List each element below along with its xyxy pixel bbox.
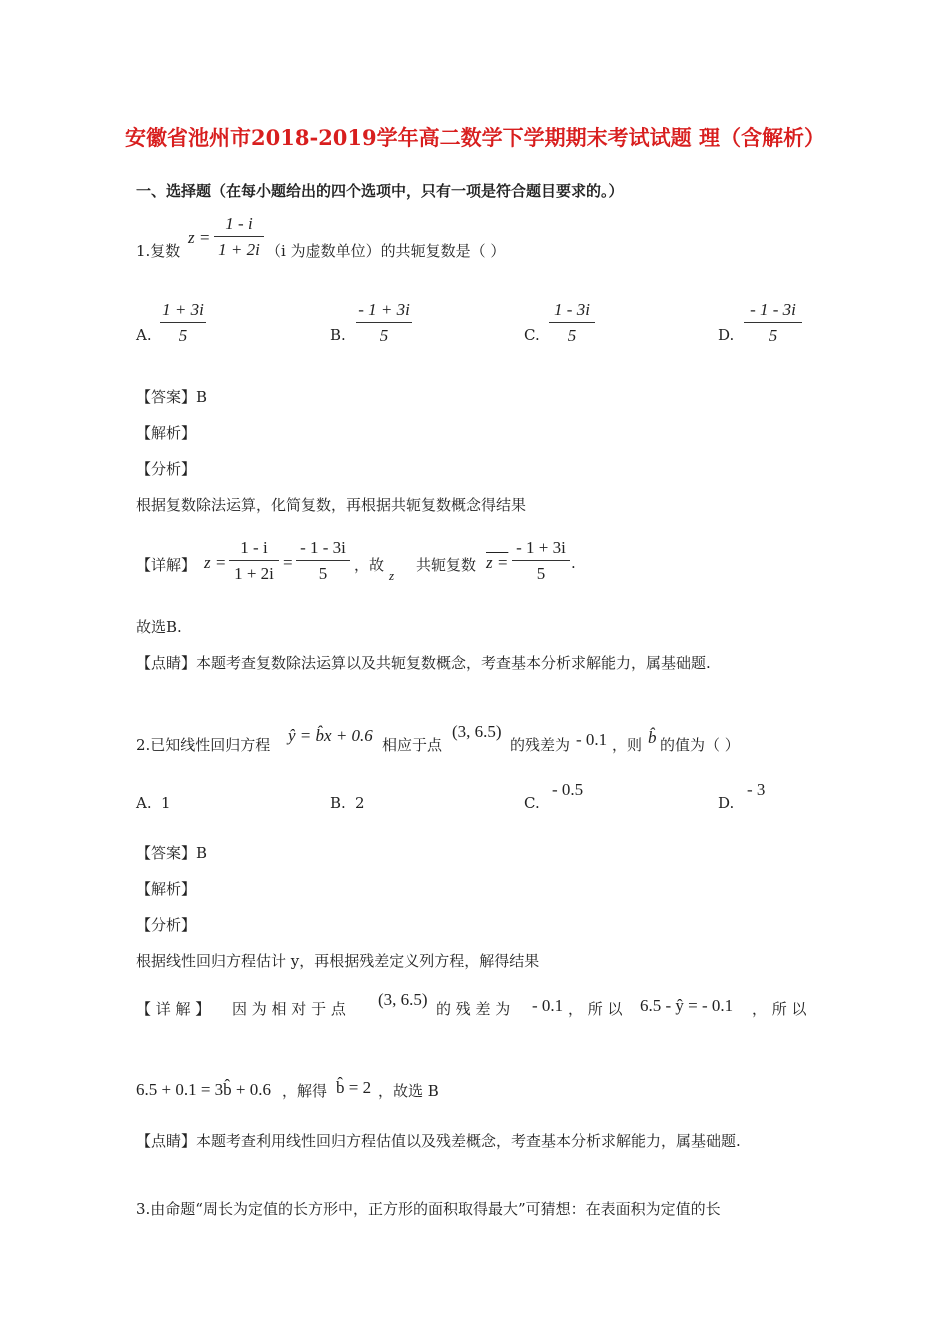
q2-comment: 【点睛】本题考查利用线性回归方程估值以及残差概念，考查基本分析求解能力，属基础题. <box>136 1132 741 1150</box>
q2-fenxi: 根据线性回归方程估计 y，再根据残差定义列方程，解得结果 <box>136 952 540 970</box>
q1-detail-head: 【详解】 <box>136 556 197 574</box>
q1-option-a <box>160 300 206 346</box>
q1-fenxi-head: 【分析】 <box>136 460 197 478</box>
q2-prefix: 2.已知线性回归方程 <box>136 736 271 754</box>
q2-option-d-label: D. <box>718 794 735 812</box>
q1-detail-fraction3-den: 5 <box>536 564 546 583</box>
section-heading-choice: 一、选择题（在每小题给出的四个选项中，只有一项是符合题目要求的。） <box>136 182 624 200</box>
q1-option-d-num: - 1 - 3i <box>744 300 802 323</box>
q2-answer: 【答案】B <box>136 844 208 862</box>
q1-detail-conj: 共轭复数 <box>416 556 477 574</box>
q1-option-a-label: A. <box>136 326 152 344</box>
q2-bhat: b̂ <box>648 728 657 747</box>
q2-suffix: 的值为（ ） <box>660 736 740 754</box>
q2-detail-residual: - 0.1 <box>532 996 564 1015</box>
q2-detail-text-c: ， 所 以 <box>568 1000 623 1018</box>
q1-option-d <box>744 300 802 346</box>
q2-option-a-label: A. <box>136 794 152 812</box>
q1-option-d-den: 5 <box>768 326 778 345</box>
q1-option-b-num: - 1 + 3i <box>356 300 412 323</box>
q1-option-c-den: 5 <box>567 326 577 345</box>
q1-detail-gu: ，故 <box>354 556 385 574</box>
q2-detail-text-b: 的 残 差 为 <box>436 1000 511 1018</box>
q1-option-c-num: 1 - 3i <box>549 300 595 323</box>
q1-detail-eq: = <box>283 553 293 572</box>
q2-detail-eq3: b̂ = 2 <box>336 1078 372 1097</box>
q2-detail-head: 【 详 解 】 <box>136 1000 211 1018</box>
q1-detail-fraction2 <box>296 538 350 584</box>
q2-option-b: 2 <box>355 794 365 812</box>
q2-detail-text-f: ，故选 B <box>378 1082 439 1100</box>
q2-option-b-label: B. <box>330 794 346 812</box>
q1-z-eq: z = <box>188 228 211 247</box>
q1-option-d-label: D. <box>718 326 735 344</box>
q2-mid: 相应于点 <box>382 736 443 754</box>
q1-fraction <box>214 214 264 260</box>
q1-choose: 故选B. <box>136 618 182 636</box>
document-title: 安徽省池州市2018-2019学年高二数学下学期期末考试试题 理（含解析） <box>125 125 825 150</box>
q2-analysis-head: 【解析】 <box>136 880 197 898</box>
q2-mid3: ，则 <box>612 736 643 754</box>
q2-fenxi-head: 【分析】 <box>136 916 197 934</box>
q2-detail-text-a: 因 为 相 对 于 点 <box>232 1000 346 1018</box>
q1-detail-fraction3-num: - 1 + 3i <box>512 538 570 561</box>
q1-fraction-num: 1 - i <box>214 214 264 237</box>
q1-detail-end: . <box>571 554 576 572</box>
q3-text: 3.由命题“周长为定值的长方形中，正方形的面积取得最大”可猜想：在表面积为定值的长 <box>136 1200 721 1218</box>
q2-point: (3, 6.5) <box>452 722 502 741</box>
q1-detail-z: z = <box>204 553 227 572</box>
q2-detail-text-e: ，解得 <box>282 1082 328 1100</box>
q1-option-a-num: 1 + 3i <box>160 300 206 323</box>
q1-option-b-den: 5 <box>379 326 389 345</box>
q2-detail-eq2: 6.5 + 0.1 = 3b̂ + 0.6 <box>136 1080 272 1099</box>
q2-detail-eq1: 6.5 - ŷ = - 0.1 <box>640 996 734 1015</box>
q1-option-c-label: C. <box>524 326 540 344</box>
q1-fraction-den: 1 + 2i <box>218 240 260 259</box>
q1-detail-fraction1-num: 1 - i <box>229 538 279 561</box>
q1-detail-fraction2-num: - 1 - 3i <box>296 538 350 561</box>
q2-equation: ŷ = b̂x + 0.6 <box>288 726 373 745</box>
q1-detail-fraction3 <box>512 538 570 584</box>
q1-option-b <box>356 300 412 346</box>
q2-residual: - 0.1 <box>576 730 608 749</box>
q2-mid2: 的残差为 <box>510 736 571 754</box>
q1-fenxi: 根据复数除法运算，化简复数，再根据共轭复数概念得结果 <box>136 496 527 514</box>
q1-option-a-den: 5 <box>178 326 188 345</box>
q1-detail-fraction1 <box>229 538 279 584</box>
q1-option-c <box>549 300 595 346</box>
q1-prefix: 1.复数 <box>136 242 181 260</box>
q1-detail-fraction2-den: 5 <box>318 564 328 583</box>
q2-option-a: 1 <box>161 794 171 812</box>
q1-option-b-label: B. <box>330 326 346 344</box>
q2-detail-point: (3, 6.5) <box>378 990 428 1009</box>
q1-detail-zsub: z <box>389 568 395 583</box>
q1-answer: 【答案】B <box>136 388 208 406</box>
q2-option-d: - 3 <box>747 780 766 799</box>
q1-detail-fraction1-den: 1 + 2i <box>234 564 274 583</box>
q1-detail-zbar: z = <box>486 553 509 572</box>
q1-comment: 【点睛】本题考查复数除法运算以及共轭复数概念，考查基本分析求解能力，属基础题. <box>136 654 711 672</box>
q1-suffix: （i 为虚数单位）的共轭复数是（ ） <box>266 242 506 260</box>
q2-option-c-label: C. <box>524 794 540 812</box>
q2-detail-text-d: ， 所 以 <box>752 1000 807 1018</box>
q2-option-c: - 0.5 <box>552 780 584 799</box>
q1-analysis-head: 【解析】 <box>136 424 197 442</box>
